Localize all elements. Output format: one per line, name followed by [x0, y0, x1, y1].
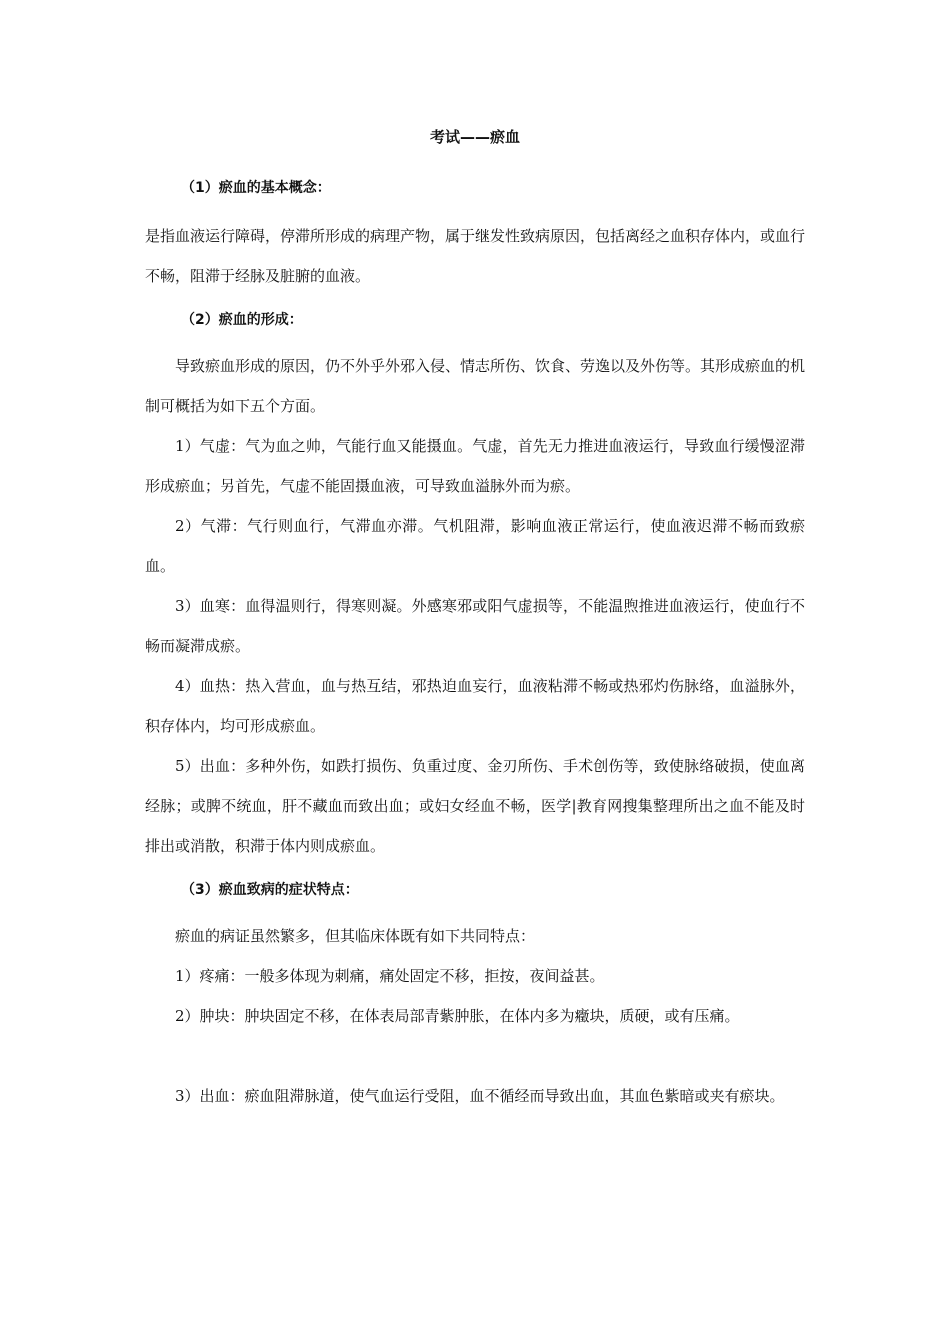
paragraph-symptoms-bleeding: 3）出血：瘀血阻滞脉道，使气血运行受阻，血不循经而导致出血，其血色紫暗或夹有瘀块。 [175, 1087, 785, 1105]
section-heading-symptoms: （3）瘀血致病的症状特点： [181, 882, 359, 898]
blank-line [145, 1036, 805, 1076]
section-heading-formation: （2）瘀血的形成： [181, 312, 303, 328]
paragraph-concept-definition: 是指血液运行障碍，停滞所形成的病理产物，属于继发性致病原因，包括离经之血积存体内，或血行不畅，阻滞于经脉及脏腑的血液。 [145, 227, 806, 285]
paragraph-formation-qi-deficiency: 1）气虚：气为血之帅，气能行血又能摄血。气虚，首先无力推进血液运行，导致血行缓慢涩滞形成瘀血；另首先，气虚不能固摄血液，可导致血溢脉外而为瘀。 [145, 437, 805, 495]
paragraph-formation-blood-heat: 4）血热：热入营血，血与热互结，邪热迫血妄行，血液粘滞不畅或热邪灼伤脉络，血溢脉外，积存体内，均可形成瘀血。 [145, 677, 805, 735]
paragraph-formation-bleeding: 5）出血：多种外伤，如跌打损伤、负重过度、金刃所伤、手术创伤等，致使脉络破损，使血离经脉；或脾不统血，肝不藏血而致出血；或妇女经血不畅，医学|教育网搜集整理所出之血不能及时排出或消散，积滞于体内则成瘀血。 [145, 757, 805, 855]
paragraph-formation-blood-cold: 3）血寒：血得温则行，得寒则凝。外感寒邪或阳气虚损等，不能温煦推进血液运行，使血行不畅而凝滞成瘀。 [145, 597, 805, 655]
paragraph-symptoms-pain: 1）疼痛：一般多体现为刺痛，痛处固定不移，拒按，夜间益甚。 [175, 967, 605, 985]
paragraph-formation-qi-stagnation: 2）气滞：气行则血行，气滞血亦滞。气机阻滞，影响血液正常运行，使血液迟滞不畅而致瘀血。 [145, 517, 805, 575]
paragraph-symptoms-mass: 2）肿块：肿块固定不移，在体表局部青紫肿胀，在体内多为癥块，质硬，或有压痛。 [175, 1007, 740, 1025]
document-title: 考试——瘀血 [429, 128, 520, 146]
document-page [145, 118, 805, 1116]
paragraph-formation-intro: 导致瘀血形成的原因，仍不外乎外邪入侵、情志所伤、饮食、劳逸以及外伤等。其形成瘀血的机制可概括为如下五个方面。 [145, 357, 806, 415]
paragraph-symptoms-intro: 瘀血的病证虽然繁多，但其临床体既有如下共同特点： [175, 927, 536, 945]
section-heading-concept: （1）瘀血的基本概念： [181, 180, 331, 196]
